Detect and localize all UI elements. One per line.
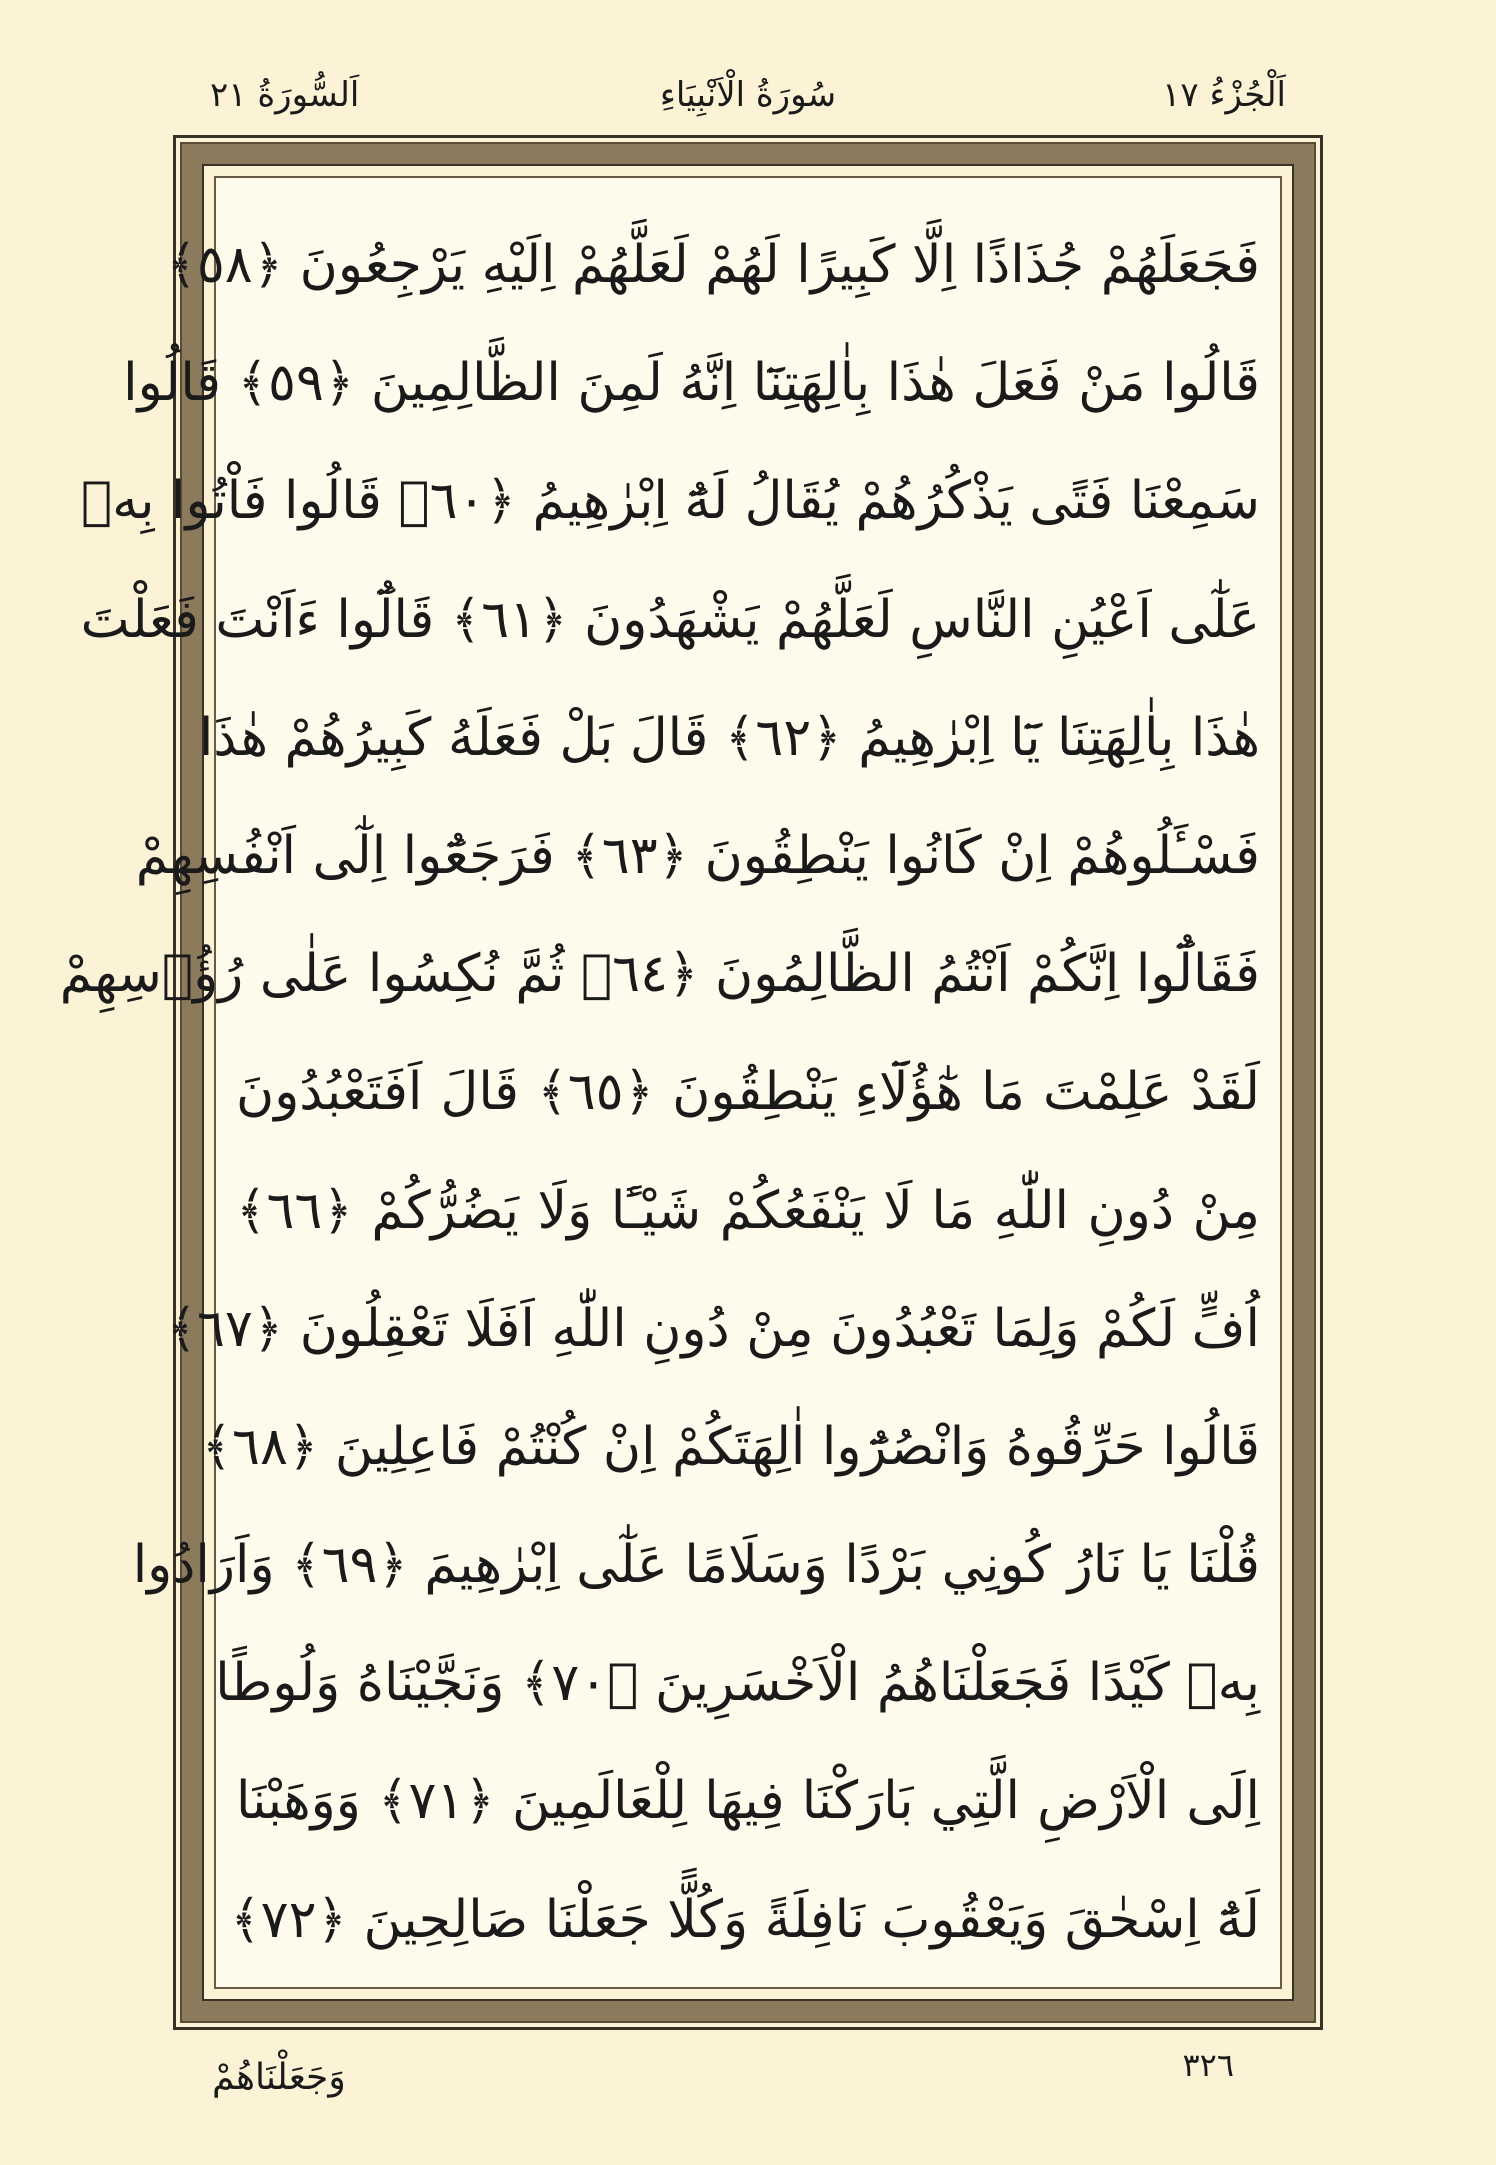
text-line: فَسْـَٔلُوهُمْ اِنْ كَانُوا يَنْطِقُونَ ﴿٦٣﴾ فَرَجَعُٓوا اِلٰٓى اَنْفُسِهِمْ <box>135 825 1260 886</box>
text-line: لَقَدْ عَلِمْتَ مَا هٰٓؤُلَٓاءِ يَنْطِقُونَ ﴿٦٥﴾ قَالَ اَفَتَعْبُدُونَ <box>236 1062 1260 1123</box>
text-line: قَالُوا حَرِّقُوهُ وَانْصُرُٓوا اٰلِهَتَكُمْ اِنْ كُنْتُمْ فَاعِلِينَ ﴿٦٨﴾ <box>201 1416 1260 1477</box>
text-line: فَقَالُٓوا اِنَّكُمْ اَنْتُمُ الظَّالِمُونَ ﴿٦٤﴾ ثُمَّ نُكِسُوا عَلٰى رُؤُ۫سِهِمْ <box>59 944 1260 1005</box>
text-line: اِلَى الْاَرْضِ الَّتِي بَارَكْنَا فِيهَا لِلْعَالَمِينَ ﴿٧١﴾ وَوَهَبْنَا <box>236 1771 1261 1832</box>
text-line: سَمِعْنَا فَتًى يَذْكُرُهُمْ يُقَالُ لَهُٓ اِبْرٰهِيمُ ﴿٦٠﴾ قَالُوا فَاْتُوا بِهٖ <box>80 471 1260 532</box>
juz-label: اَلْجُزْءُ ١٧ <box>1162 75 1286 115</box>
page-number: ٣٢٦ <box>1182 2046 1234 2084</box>
text-line: مِنْ دُونِ اللّٰهِ مَا لَا يَنْفَعُكُمْ شَيْـًٔا وَلَا يَضُرُّكُمْ ﴿٦٦﴾ <box>236 1180 1260 1241</box>
text-line: قَالُوا مَنْ فَعَلَ هٰذَا بِاٰلِهَتِنَٓا اِنَّهُ لَمِنَ الظَّالِمِينَ ﴿٥٩﴾ قَالُوا <box>123 353 1260 414</box>
text-line: هٰذَا بِاٰلِهَتِنَا يَٓا اِبْرٰهِيمُ ﴿٦٢﴾ قَالَ بَلْ فَعَلَهُ كَبِيرُهُمْ هٰذَا <box>198 707 1260 768</box>
text-line: بِهٖ كَيْدًا فَجَعَلْنَاهُمُ الْاَخْسَرِينَ ﴿٧٠﴾ وَنَجَّيْنَاهُ وَلُوطًا <box>215 1653 1260 1714</box>
text-line: لَهُٓ اِسْحٰقَ وَيَعْقُوبَ نَافِلَةً وَكُلًّا جَعَلْنَا صَالِحِينَ ﴿٧٢﴾ <box>230 1889 1260 1950</box>
catchword: وَجَعَلْنَاهُمْ <box>212 2057 346 2098</box>
text-line: عَلٰٓى اَعْيُنِ النَّاسِ لَعَلَّهُمْ يَشْهَدُونَ ﴿٦١﴾ قَالُٓوا ءَاَنْتَ فَعَلْتَ <box>80 589 1260 650</box>
page-header <box>210 60 1286 130</box>
text-line: فَجَعَلَهُمْ جُذَاذًا اِلَّا كَبِيرًا لَهُمْ لَعَلَّهُمْ اِلَيْهِ يَرْجِعُونَ ﴿٥٨﴾ <box>166 235 1260 295</box>
surah-number-label: اَلسُّورَةُ ٢١ <box>210 75 360 115</box>
quran-text-block <box>59 206 1261 1979</box>
text-line: اُفٍّ لَكُمْ وَلِمَا تَعْبُدُونَ مِنْ دُونِ اللّٰهِ اَفَلَا تَعْقِلُونَ ﴿٦٧﴾ <box>166 1298 1260 1359</box>
text-line: قُلْنَا يَا نَارُ كُونِي بَرْدًا وَسَلَامًا عَلٰٓى اِبْرٰهِيمَ ﴿٦٩﴾ وَاَرَادُوا <box>132 1535 1260 1596</box>
surah-name-label: سُورَةُ الْاَنْبِيَاءِ <box>659 75 837 115</box>
